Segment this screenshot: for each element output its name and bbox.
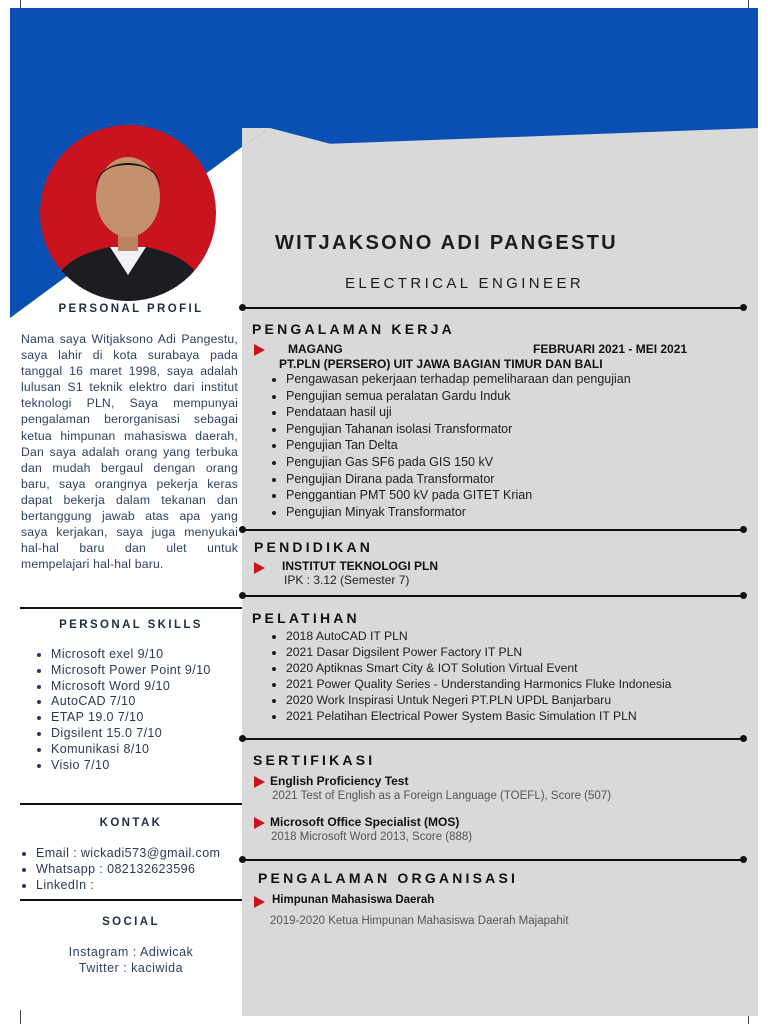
personal-profile-text: Nama saya Witjaksono Adi Pangestu, saya lahir di kota surabaya pada tanggal 16 maret 1998, saya adalah lulusan S1 teknik elektro dari institut teknologi PLN, Saya mempunyai pengalaman berorganisasi sebagai ketua himpunan mahasiswa daerah, Dan saya adalah orang yang terbuka dan mudah bergaul dengan orang baru, saya orangnya pekerja keras dapat bekerja dalam tekanan dan bertanggung jawab atas apa yang saya kerjakan, saya juga menyukai hal-hal baru dan ulet untuk mempelajari hal-hal baru. [21,332,238,572]
task-item: • Pengujian semua peralatan Gardu Induk [286,388,631,405]
contact-heading: KONTAK [99,817,163,829]
organization-detail: 2019-2020 Ketua Himpunan Mahasiswa Daerah Majapahit [270,915,569,927]
candidate-role: ELECTRICAL ENGINEER [345,275,585,292]
training-item: • 2021 Pelatihan Electrical Power System Basic Simulation IT PLN [286,709,671,725]
certification-name: Microsoft Office Specialist (MOS) [270,815,460,829]
task-item: • Pengujian Gas SF6 pada GIS 150 kV [286,454,631,471]
divider [20,803,242,805]
personal-profile-heading: PERSONAL PROFIL [58,303,204,315]
divider [20,899,242,901]
social-instagram[interactable]: Instagram : Adiwicak [68,945,194,959]
task-item: • Pengujian Minyak Transformator [286,504,631,521]
certification-heading: SERTIFIKASI [253,752,376,768]
section-rule [242,529,744,531]
task-item: • Penggantian PMT 500 kV pada GITET Krian [286,487,631,504]
profile-photo [40,125,216,301]
section-rule [242,595,744,597]
bullet-triangle-icon [254,776,265,788]
organization-heading: PENGALAMAN ORGANISASI [258,870,519,886]
contact-email[interactable]: • Email : wickadi573@gmail.com [36,846,220,862]
bullet-triangle-icon [254,896,265,908]
training-item: • 2021 Dasar Digsilent Power Factory IT PLN [286,645,671,661]
training-item: • 2020 Work Inspirasi Untuk Negeri PT.PLN UPDL Banjarbaru [286,693,671,709]
organization-name: Himpunan Mahasiswa Daerah [272,894,435,906]
task-item: • Pengujian Tan Delta [286,437,631,454]
task-item: • Pengawasan pekerjaan terhadap pemeliharaan dan pengujian [286,371,631,388]
certification-detail: 2018 Microsoft Word 2013, Score (888) [271,831,473,843]
training-item: • 2018 AutoCAD IT PLN [286,629,671,645]
section-rule [242,307,744,309]
training-heading: PELATIHAN [252,610,360,626]
person-silhouette-icon [40,125,216,301]
skill-item: • ETAP 19.0 7/10 [51,710,211,726]
training-item: • 2020 Aptiknas Smart City & IOT Solution Virtual Event [286,661,671,677]
skill-item: • Digsilent 15.0 7/10 [51,726,211,742]
contact-list [6,846,220,893]
rule-dot [740,735,747,742]
skill-item: • Visio 7/10 [51,758,211,774]
contact-whatsapp[interactable]: • Whatsapp : 082132623596 [36,862,220,878]
bullet-triangle-icon [254,562,265,574]
skill-item: • Microsoft exel 9/10 [51,647,211,663]
work-heading: PENGALAMAN KERJA [252,321,455,337]
work-task-list [272,371,631,520]
social-twitter[interactable]: Twitter : kaciwida [78,961,184,975]
skill-item: • Komunikasi 8/10 [51,742,211,758]
education-heading: PENDIDIKAN [254,539,374,555]
bullet-triangle-icon [254,344,265,356]
rule-dot [740,526,747,533]
rule-dot [740,592,747,599]
skill-item: • AutoCAD 7/10 [51,694,211,710]
rule-dot [740,304,747,311]
education-school: INSTITUT TEKNOLOGI PLN [282,559,438,573]
candidate-name: WITJAKSONO ADI PANGESTU [275,232,618,254]
section-rule [242,859,744,861]
training-item: • 2021 Power Quality Series - Understanding Harmonics Fluke Indonesia [286,677,671,693]
certification-detail: 2021 Test of English as a Foreign Language (TOEFL), Score (507) [272,790,612,802]
crop-mark [20,1010,21,1024]
social-heading: SOCIAL [102,916,160,928]
skill-item: • Microsoft Power Point 9/10 [51,663,211,679]
work-company: PT.PLN (PERSERO) UIT JAWA BAGIAN TIMUR DAN BALI [279,357,603,371]
section-rule [242,738,744,740]
training-list [272,629,671,724]
task-item: • Pendataan hasil uji [286,404,631,421]
bullet-triangle-icon [254,817,265,829]
task-item: • Pengujian Tahanan isolasi Transformator [286,421,631,438]
divider [20,607,242,609]
education-ipk: IPK : 3.12 (Semester 7) [284,573,410,587]
rule-dot [740,856,747,863]
skills-list [21,647,211,773]
certification-name: English Proficiency Test [270,774,409,788]
work-period: FEBRUARI 2021 - MEI 2021 [533,342,688,356]
personal-skills-heading: PERSONAL SKILLS [59,619,203,631]
task-item: • Pengujian Dirana pada Transformator [286,471,631,488]
skill-item: • Microsoft Word 9/10 [51,679,211,695]
work-position: MAGANG [288,342,343,356]
contact-linkedin[interactable]: • LinkedIn : [36,878,220,894]
